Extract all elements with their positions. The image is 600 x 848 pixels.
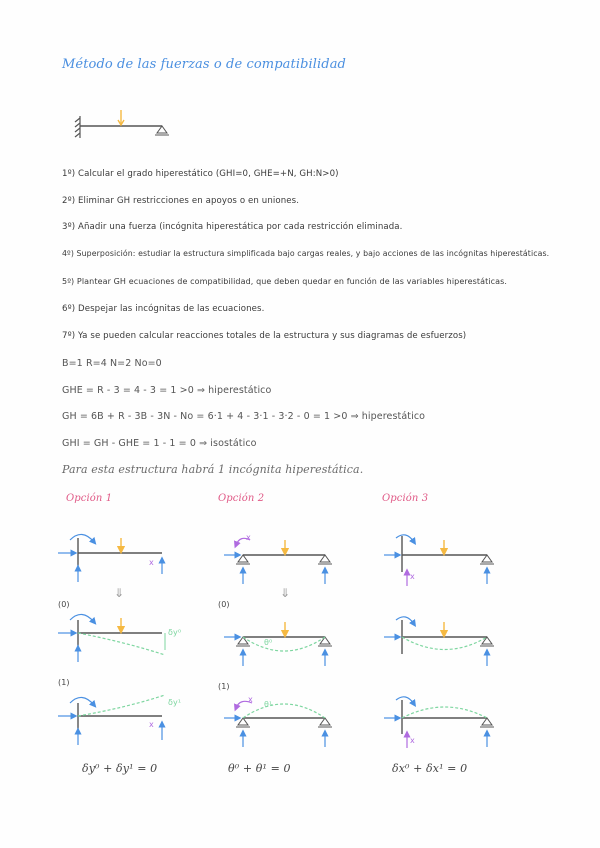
- calc-line-2: GHE = R - 3 = 4 - 3 = 1 >0 ⇒ hiperestático: [62, 385, 272, 396]
- option-1-case-0: [58, 614, 165, 662]
- option-3-original: [384, 535, 494, 586]
- option-3-case-1: [384, 697, 494, 748]
- option-2-x-label: x: [246, 533, 251, 542]
- step-4: 4º) Superposición: estudiar la estructura simplificada bajo cargas reales, y bajo acciones de las incógnitas hiperestáticas.: [62, 249, 550, 258]
- option-2-title: Opción 2: [218, 493, 265, 504]
- calc-line-1: B=1 R=4 N=2 No=0: [62, 358, 162, 369]
- option-3-x-label: x: [410, 572, 415, 581]
- step-7: 7º) Ya se pueden calcular reacciones totales de la estructura y sus diagramas de esfuerzos): [62, 331, 467, 341]
- option-1-equation: δy⁰ + δy¹ = 0: [82, 762, 158, 775]
- step-5: 5º) Plantear GH ecuaciones de compatibilidad, que deben quedar en función de las variables hiperestáticas.: [62, 277, 508, 286]
- option-2-case-0-label: (0): [218, 600, 230, 609]
- flow-arrow-icon: ⇓: [114, 586, 125, 600]
- option-2-d1-label: θ¹: [264, 700, 273, 709]
- calc-line-4: GHI = GH - GHE = 1 - 1 = 0 ⇒ isostático: [62, 438, 257, 449]
- option-1-case-0-label: (0): [58, 600, 70, 609]
- option-1-d1-label: δy¹: [168, 698, 182, 707]
- flow-arrow-icon: ⇓: [280, 586, 291, 600]
- option-1-title: Opción 1: [66, 493, 113, 504]
- option-2-x1-label: x: [248, 695, 253, 704]
- option-1-case-1-label: (1): [58, 678, 70, 687]
- option-2-d0-label: θ⁰: [264, 638, 273, 647]
- step-6: 6º) Despejar las incógnitas de las ecuaciones.: [62, 304, 265, 314]
- option-1-original: [58, 534, 162, 582]
- step-3: 3º) Añadir una fuerza (incógnita hiperestática por cada restricción eliminada.: [62, 222, 403, 232]
- option-2-case-0: [224, 622, 332, 666]
- option-2-original: [224, 538, 332, 584]
- option-2-equation: θ⁰ + θ¹ = 0: [228, 762, 291, 775]
- option-1-x1-label: x: [149, 720, 154, 729]
- option-2-case-1-label: (1): [218, 682, 230, 691]
- option-3-title: Opción 3: [382, 493, 429, 504]
- step-2: 2º) Eliminar GH restricciones en apoyos o en uniones.: [62, 196, 300, 206]
- calc-line-3: GH = 6B + R - 3B - 3N - No = 6·1 + 4 - 3·1 - 3·2 - 0 = 1 >0 ⇒ hiperestático: [62, 411, 426, 422]
- page-title: Método de las fuerzas o de compatibilidad: [62, 57, 346, 72]
- option-1-x-label: x: [149, 558, 154, 567]
- option-2-case-1: [224, 701, 332, 747]
- option-1-d0-label: δy⁰: [168, 628, 182, 637]
- step-1: 1º) Calcular el grado hiperestático (GHI=0, GHE=+N, GH:N>0): [62, 169, 339, 179]
- note: Para esta estructura habrá 1 incógnita hiperestática.: [62, 463, 364, 476]
- option-3-case-0: [384, 617, 494, 666]
- option-3-equation: δx⁰ + δx¹ = 0: [392, 762, 468, 775]
- option-3-x1-label: x: [410, 736, 415, 745]
